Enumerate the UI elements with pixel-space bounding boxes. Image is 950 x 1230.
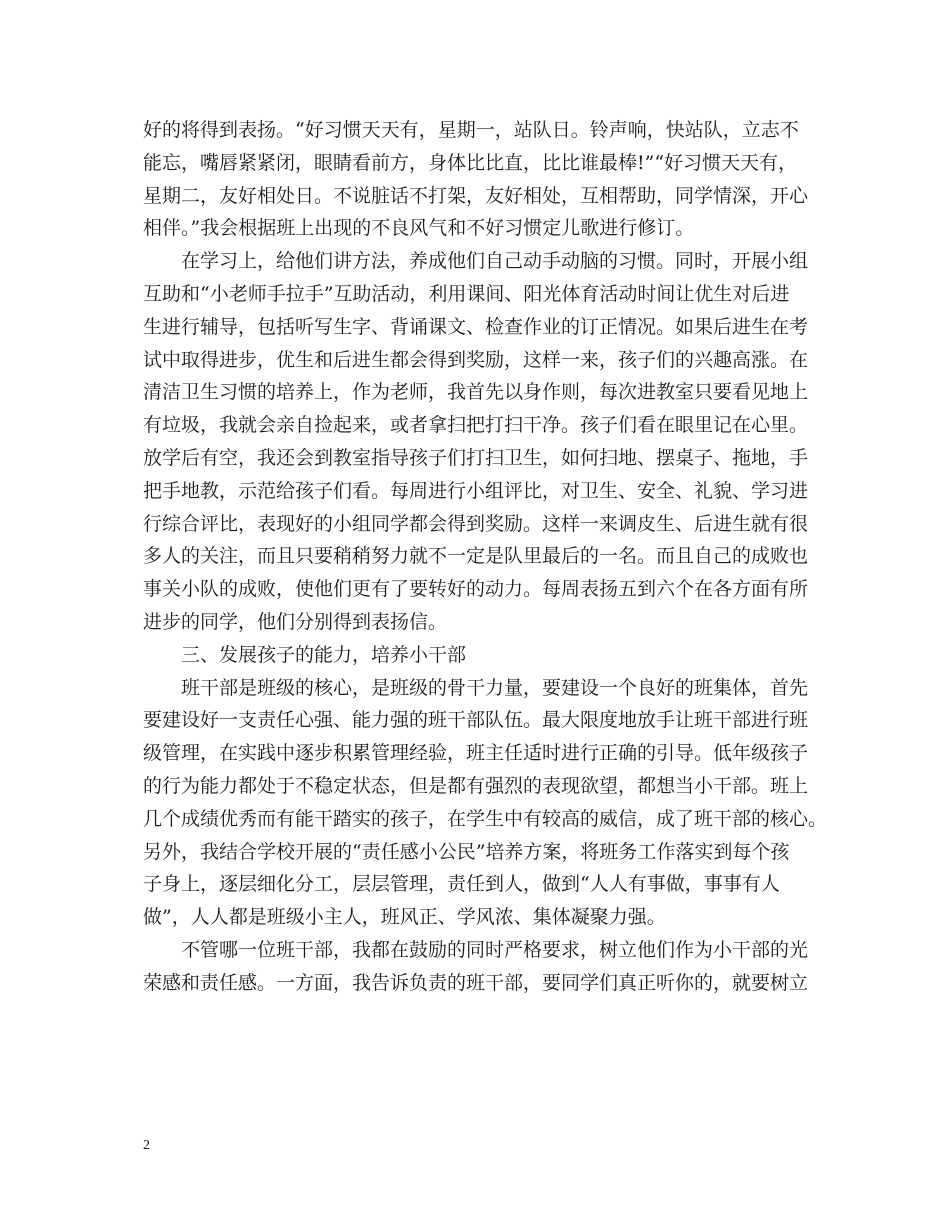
text-line: 行综合评比，表现好的小组同学都会得到奖励。这样一来调皮生、后进生就有很 <box>143 512 809 535</box>
text-line: 要建设好一支责任心强、能力强的班干部队伍。最大限度地放手让班干部进行班 <box>143 709 809 732</box>
text-line: 相伴。”我会根据班上出现的不良风气和不好习惯定儿歌进行修订。 <box>143 217 695 240</box>
text-line: 几个成绩优秀而有能干踏实的孩子，在学生中有较高的威信，成了班干部的核心。 <box>143 807 828 830</box>
section-heading: 三、发展孩子的能力，培养小干部 <box>143 643 467 666</box>
text-line: 有垃圾，我就会亲自捡起来，或者拿扫把打扫干净。孩子们看在眼里记在心里。 <box>143 414 809 437</box>
text-line: 做”，人人都是班级小主人，班风正、学风浓、集体凝聚力强。 <box>143 906 666 929</box>
text-line: 生进行辅导，包括听写生字、背诵课文、检查作业的订正情况。如果后进生在考 <box>143 315 809 338</box>
text-line: 能忘，嘴唇紧紧闭，眼睛看前方，身体比比直，比比谁最棒!”“好习惯天天有， <box>143 151 798 174</box>
text-line: 试中取得进步，优生和后进生都会得到奖励，这样一来，孩子们的兴趣高涨。在 <box>143 348 809 371</box>
text-line: 事关小队的成败，使他们更有了要转好的动力。每周表扬五到六个在各方面有所 <box>143 578 809 601</box>
text-line: 的行为能力都处于不稳定状态，但是都有强烈的表现欲望，都想当小干部。班上 <box>143 774 809 797</box>
text-line: 不管哪一位班干部，我都在鼓励的同时严格要求，树立他们作为小干部的光 <box>143 938 809 961</box>
body-text <box>143 114 828 1000</box>
text-line: 在学习上，给他们讲方法，养成他们自己动手动脑的习惯。同时，开展小组 <box>143 250 809 273</box>
text-line: 把手地教，示范给孩子们看。每周进行小组评比，对卫生、安全、礼貌、学习进 <box>143 479 809 502</box>
text-line: 多人的关注，而且只要稍稍努力就不一定是队里最后的一名。而且自己的成败也 <box>143 545 809 568</box>
text-line: 互助和“小老师手拉手”互助活动，利用课间、阳光体育活动时间让优生对后进 <box>143 282 790 305</box>
text-line: 进步的同学，他们分别得到表扬信。 <box>143 610 448 633</box>
text-line: 级管理，在实践中逐步积累管理经验，班主任适时进行正确的引导。低年级孩子 <box>143 742 809 765</box>
text-line: 荣感和责任感。一方面，我告诉负责的班干部，要同学们真正听你的，就要树立 <box>143 971 809 994</box>
text-line: 好的将得到表扬。“好习惯天天有，星期一，站队日。铃声响，快站队，立志不 <box>143 119 799 141</box>
text-line: 放学后有空，我还会到教室指导孩子们打扫卫生，如何扫地、摆桌子、拖地，手 <box>143 446 809 469</box>
text-line: 另外，我结合学校开展的“责任感小公民”培养方案，将班务工作落实到每个孩 <box>143 840 790 863</box>
text-line: 班干部是班级的核心，是班级的骨干力量，要建设一个良好的班集体，首先 <box>143 676 809 699</box>
page-number: 2 <box>143 1138 150 1153</box>
text-line: 子身上，逐层细化分工，层层管理，责任到人，做到“人人有事做，事事有人 <box>143 873 780 896</box>
text-line: 清洁卫生习惯的培养上，作为老师，我首先以身作则，每次进教室只要看见地上 <box>143 381 809 404</box>
text-line: 星期二，友好相处日。不说脏话不打架，友好相处，互相帮助，同学情深，开心 <box>143 184 809 207</box>
